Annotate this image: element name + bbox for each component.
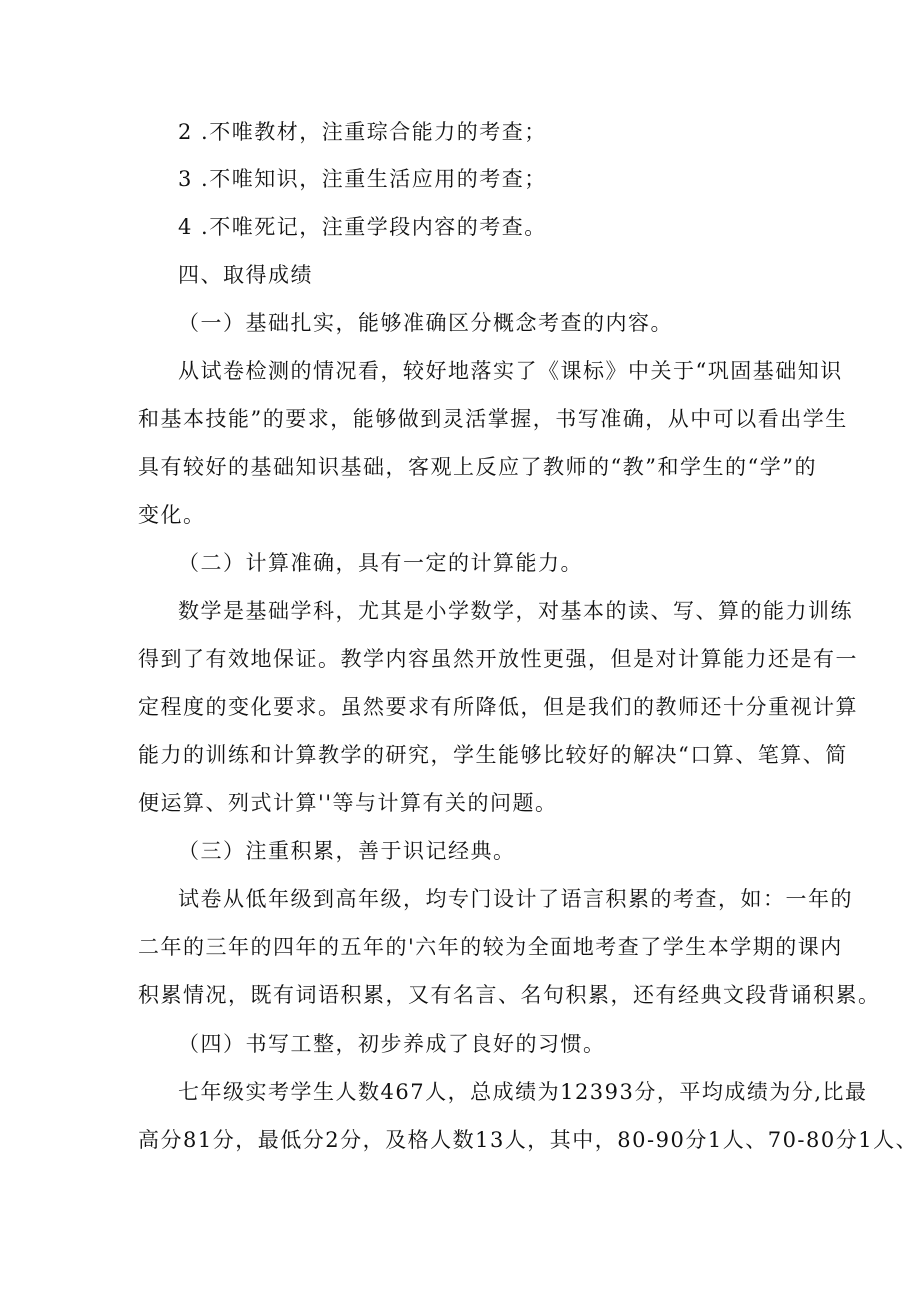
subheading-2: （二）计算准确，具有一定的计算能力。 [178,551,583,575]
paragraph-4-line-1: 七年级实考学生人数467人，总成绩为12393分，平均成绩为分,比最 [178,1080,868,1104]
paragraph-3-line-1: 试卷从低年级到高年级，均专门设计了语言积累的考查，如：一年的 [178,887,853,911]
paragraph-1-line-2: 和基本技能”的要求，能够做到灵活掌握，书写准确，从中可以看出学生 [138,407,848,431]
paragraph-2-line-2: 得到了有效地保证。教学内容虽然开放性更强，但是对计算能力还是有一 [138,647,858,671]
paragraph-3-line-2: 二年的三年的四年的五年的'六年的较为全面地考查了学生本学期的课内 [138,935,843,959]
list-item-4: 4 .不唯死记，注重学段内容的考查。 [178,215,547,239]
list-item-2: 2 .不唯教材，注重琮合能力的考查； [178,120,547,144]
paragraph-1-line-3: 具有较好的基础知识基础，客观上反应了教师的“教”和学生的“学”的 [138,455,817,479]
list-item-3: 3 .不唯知识，注重生活应用的考查； [178,167,547,191]
subheading-3: （三）注重积累，善于识记经典。 [178,839,516,863]
section-heading-4: 四、取得成绩 [178,263,313,287]
subheading-1: （一）基础扎实，能够准确区分概念考查的内容。 [178,311,673,335]
paragraph-2-line-3: 定程度的变化要求。虽然要求有所降低，但是我们的教师还十分重视计算 [138,695,858,719]
paragraph-2-line-5: 便运算、列式计算''等与计算有关的问题。 [138,791,558,815]
subheading-4: （四）书写工整，初步养成了良好的习惯。 [178,1032,606,1056]
paragraph-4-line-2: 高分81分，最低分2分，及格人数13人，其中，80-90分1人、70-80分1人、 [138,1128,919,1152]
paragraph-2-line-1: 数学是基础学科，尤其是小学数学，对基本的读、写、算的能力训练 [178,599,853,623]
paragraph-1-line-4: 变化。 [138,503,206,527]
paragraph-2-line-4: 能力的训练和计算教学的研究，学生能够比较好的解决“口算、笔算、简 [138,743,848,767]
paragraph-1-line-1: 从试卷检测的情况看，较好地落实了《课标》中关于“巩固基础知识 [178,359,843,383]
paragraph-3-line-3: 积累情况，既有词语积累，又有名言、名句积累，还有经典文段背诵积累。 [138,983,881,1007]
